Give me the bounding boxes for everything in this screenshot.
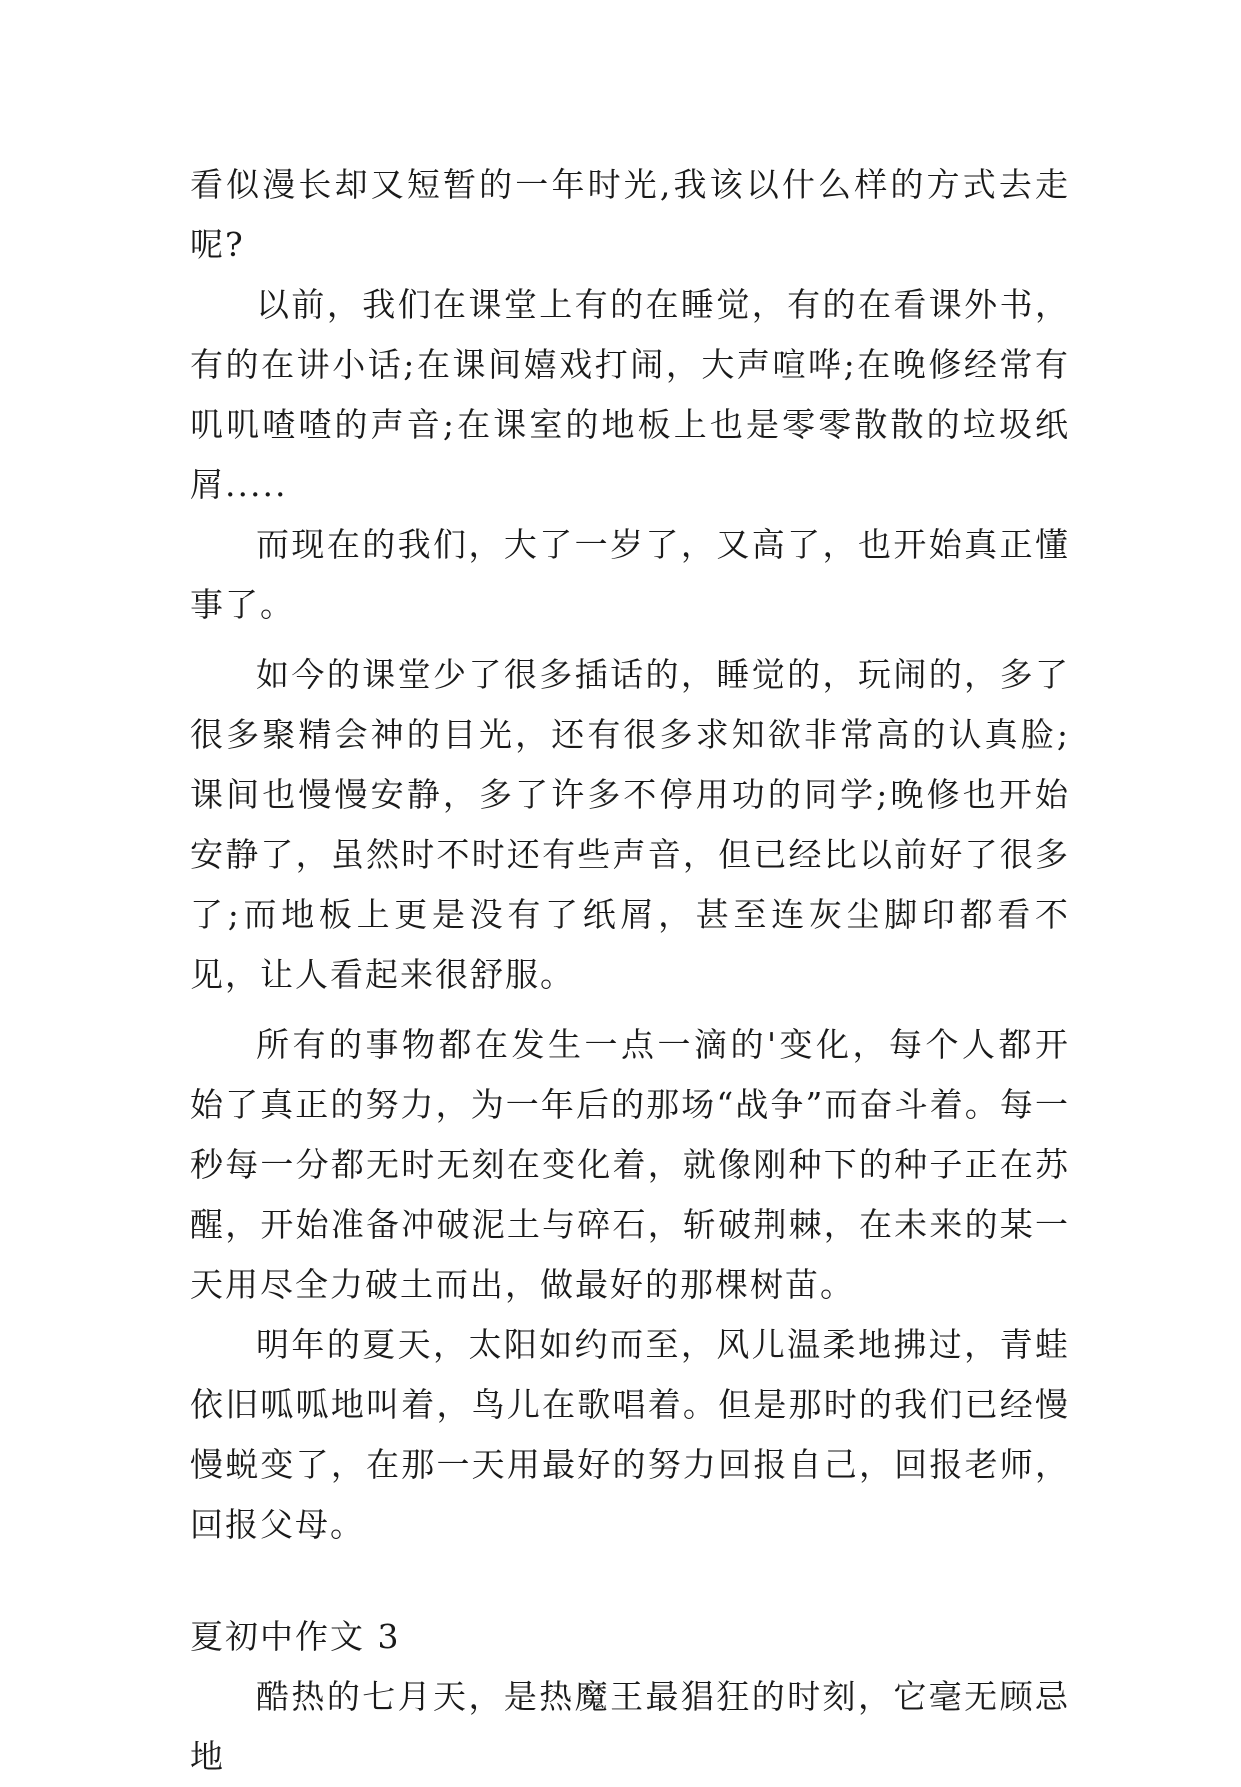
- paragraph-now: 而现在的我们，大了一岁了，又高了，也开始真正懂事了。: [190, 525, 1070, 624]
- document-body: [190, 155, 1070, 1787]
- paragraph-next-summer: 明年的夏天，太阳如约而至，风儿温柔地拂过，青蛙依旧呱呱地叫着，鸟儿在歌唱着。但是那时的我们已经慢慢蜕变了，在那一天用最好的努力回报自己，回报老师，回报父母。: [190, 1325, 1070, 1544]
- paragraph-essay-3-start: 酷热的七月天，是热魔王最猖狂的时刻，它毫无顾忌地: [190, 1677, 1070, 1776]
- paragraph-continued: 看似漫长却又短暂的一年时光,我该以什么样的方式去走呢?: [190, 165, 1070, 264]
- section-heading: 夏初中作文 3: [190, 1617, 401, 1656]
- paragraph-before: 以前，我们在课堂上有的在睡觉，有的在看课外书，有的在讲小话;在课间嬉戏打闹，大声喧哗;在晚修经常有叽叽喳喳的声音;在课室的地板上也是零零散散的垃圾纸屑.....: [190, 285, 1070, 504]
- paragraph-classroom: 如今的课堂少了很多插话的，睡觉的，玩闹的，多了很多聚精会神的目光，还有很多求知欲非常高的认真脸;课间也慢慢安静，多了许多不停用功的同学;晚修也开始安静了，虽然时不时还有些声音，但已经比以前好了很多了;而地板上更是没有了纸屑，甚至连灰尘脚印都看不见，让人看起来很舒服。: [190, 655, 1070, 994]
- paragraph-change: 所有的事物都在发生一点一滴的'变化，每个人都开始了真正的努力，为一年后的那场“战争”而奋斗着。每一秒每一分都无时无刻在变化着，就像刚种下的种子正在苏醒，开始准备冲破泥土与碎石，斩破荆棘，在未来的某一天用尽全力破土而出，做最好的那棵树苗。: [190, 1025, 1070, 1304]
